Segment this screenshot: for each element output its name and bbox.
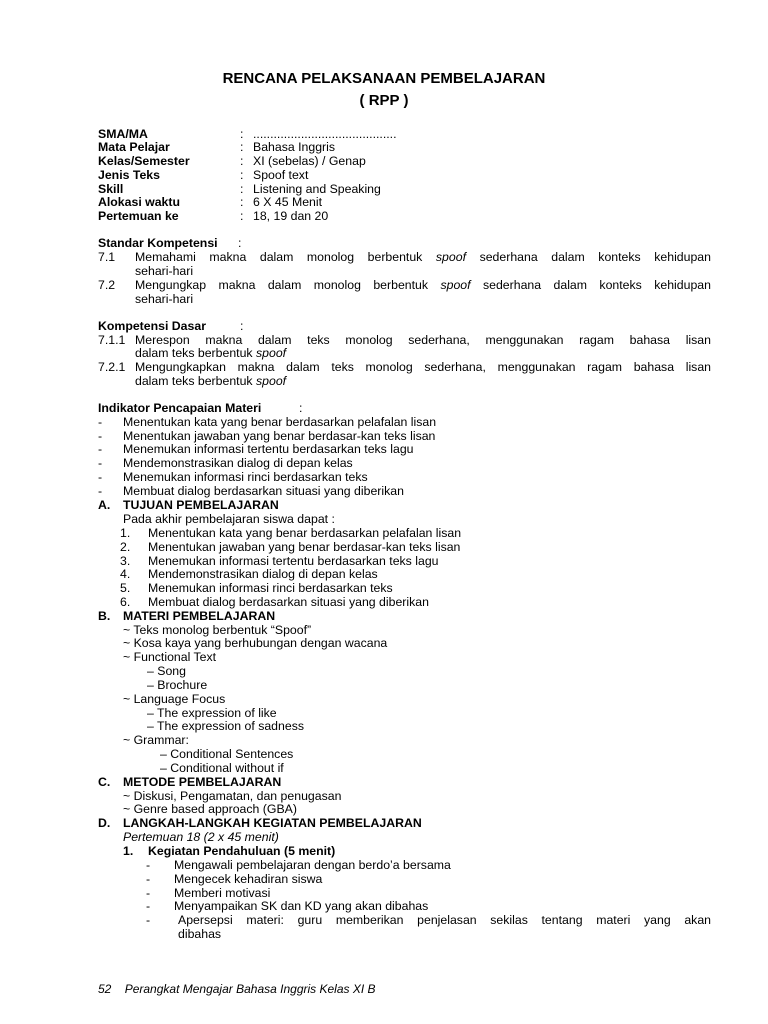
sk-item-line: Mengungkap makna dalam monolog berbentuk spoof sederhana dalam konteks kehidupan	[135, 278, 711, 292]
section-c-letter: C.	[98, 775, 111, 789]
identity-value: XI (sebelas) / Genap	[253, 154, 366, 168]
page-footer	[98, 983, 376, 997]
sk-number: 7.2	[98, 278, 116, 292]
identity-label: Skill	[98, 182, 124, 196]
identity-colon: :	[240, 168, 244, 182]
kd-number: 7.1.1	[98, 333, 126, 347]
bullet-dash: -	[98, 415, 103, 429]
section-a-letter: A.	[98, 498, 111, 512]
identity-label: Kelas/Semester	[98, 154, 190, 168]
identity-label: Jenis Teks	[98, 168, 160, 182]
kd-item-line: Mengungkapkan makna dalam teks monolog sederhana, menggunakan ragam bahasa lisan	[135, 360, 711, 374]
kegiatan-item: Memberi motivasi	[174, 886, 271, 900]
sk-number: 7.1	[98, 250, 116, 264]
kd-item-line: Merespon makna dalam teks monolog sederhana, menggunakan ragam bahasa lisan	[135, 333, 711, 347]
section-a-intro: Pada akhir pembelajaran siswa dapat :	[123, 512, 335, 526]
section-a-heading: TUJUAN PEMBELAJARAN	[123, 498, 279, 512]
indikator-heading: Indikator Pencapaian Materi	[98, 401, 262, 415]
materi-subline: – The expression of like	[147, 706, 277, 720]
materi-line: ~ Functional Text	[123, 650, 217, 664]
indikator-item: Mendemonstrasikan dialog di depan kelas	[123, 456, 353, 470]
kegiatan-item: Menyampaikan SK dan KD yang akan dibahas	[174, 899, 429, 913]
section-b-letter: B.	[98, 609, 111, 623]
materi-line: ~ Grammar:	[123, 733, 189, 747]
kd-item-line: dalam teks berbentuk spoof	[135, 374, 287, 388]
bullet-dash: -	[146, 858, 151, 872]
sk-colon: :	[238, 236, 242, 250]
identity-colon: :	[240, 209, 244, 223]
list-number: 1.	[120, 526, 131, 540]
bullet-dash: -	[98, 456, 103, 470]
bullet-dash: -	[146, 872, 151, 886]
identity-colon: :	[240, 140, 244, 154]
sk-item-line: Memahami makna dalam monolog berbentuk spoof sederhana dalam konteks kehidupan	[135, 250, 711, 264]
bullet-dash: -	[146, 913, 151, 927]
section-d-heading: LANGKAH-LANGKAH KEGIATAN PEMBELAJARAN	[123, 816, 422, 830]
materi-line: ~ Teks monolog berbentuk “Spoof”	[123, 623, 312, 637]
identity-value: ..........................................	[253, 127, 397, 141]
identity-label: Pertemuan ke	[98, 209, 179, 223]
sub-heading: Kegiatan Pendahuluan (5 menit)	[148, 844, 336, 858]
identity-label: Alokasi waktu	[98, 195, 181, 209]
tujuan-item: Membuat dialog berdasarkan situasi yang diberikan	[148, 595, 429, 609]
identity-value: Spoof text	[253, 168, 309, 182]
identity-value: 6 X 45 Menit	[253, 195, 323, 209]
document-subtitle: ( RPP )	[359, 92, 409, 109]
list-number: 6.	[120, 595, 131, 609]
bullet-dash: -	[98, 470, 103, 484]
kegiatan-item: Apersepsi materi: guru memberikan penjelasan sekilas tentang materi yang akan	[178, 913, 711, 927]
footer-text: Perangkat Mengajar Bahasa Inggris Kelas XI B	[124, 982, 376, 996]
list-number: 2.	[120, 540, 131, 554]
indikator-item: Menentukan kata yang benar berdasarkan pelafalan lisan	[123, 415, 437, 429]
materi-line: ~ Language Focus	[123, 692, 226, 706]
kd-item-line: dalam teks berbentuk spoof	[135, 346, 287, 360]
indikator-item: Membuat dialog berdasarkan situasi yang diberikan	[123, 484, 404, 498]
materi-line: ~ Kosa kaya yang berhubungan dengan wacana	[123, 636, 388, 650]
indikator-colon: :	[299, 401, 303, 415]
indikator-item: Menemukan informasi tertentu berdasarkan teks lagu	[123, 442, 414, 456]
identity-value: 18, 19 dan 20	[253, 209, 329, 223]
sk-item-line: sehari-hari	[135, 264, 194, 278]
page-number: 52	[98, 982, 112, 996]
tujuan-item: Menemukan informasi tertentu berdasarkan teks lagu	[148, 554, 439, 568]
metode-line: ~ Genre based approach (GBA)	[123, 802, 297, 816]
bullet-dash: -	[98, 484, 103, 498]
kegiatan-item: Mengawali pembelajaran dengan berdo’a bersama	[174, 858, 451, 872]
sk-heading: Standar Kompetensi	[98, 236, 218, 250]
identity-label: Mata Pelajar	[98, 140, 170, 154]
metode-line: ~ Diskusi, Pengamatan, dan penugasan	[123, 789, 342, 803]
section-d-letter: D.	[98, 816, 111, 830]
kd-number: 7.2.1	[98, 360, 126, 374]
materi-subline: – Song	[147, 664, 186, 678]
bullet-dash: -	[98, 429, 103, 443]
kegiatan-item-continued: dibahas	[178, 927, 222, 941]
kd-colon: :	[240, 319, 244, 333]
identity-colon: :	[240, 195, 244, 209]
materi-subline: – Conditional without if	[160, 761, 284, 775]
identity-value: Bahasa Inggris	[253, 140, 336, 154]
bullet-dash: -	[98, 442, 103, 456]
tujuan-item: Menentukan kata yang benar berdasarkan pelafalan lisan	[148, 526, 462, 540]
kegiatan-item: Mengecek kehadiran siswa	[174, 872, 323, 886]
tujuan-item: Menemukan informasi rinci berdasarkan teks	[148, 581, 393, 595]
list-number: 4.	[120, 567, 131, 581]
tujuan-item: Mendemonstrasikan dialog di depan kelas	[148, 567, 378, 581]
identity-colon: :	[240, 127, 244, 141]
meeting-label: Pertemuan 18 (2 x 45 menit)	[123, 830, 279, 844]
identity-colon: :	[240, 182, 244, 196]
kd-heading: Kompetensi Dasar	[98, 319, 206, 333]
section-b-heading: MATERI PEMBELAJARAN	[123, 609, 276, 623]
identity-label: SMA/MA	[98, 127, 148, 141]
bullet-dash: -	[146, 886, 151, 900]
document-title: RENCANA PELAKSANAAN PEMBELAJARAN	[222, 70, 546, 87]
sub-number: 1.	[123, 844, 134, 858]
tujuan-item: Menentukan jawaban yang benar berdasar-kan teks lisan	[148, 540, 461, 554]
identity-colon: :	[240, 154, 244, 168]
indikator-item: Menentukan jawaban yang benar berdasar-kan teks lisan	[123, 429, 436, 443]
identity-value: Listening and Speaking	[253, 182, 381, 196]
list-number: 5.	[120, 581, 131, 595]
section-c-heading: METODE PEMBELAJARAN	[123, 775, 282, 789]
list-number: 3.	[120, 554, 131, 568]
materi-subline: – Brochure	[147, 678, 208, 692]
bullet-dash: -	[146, 899, 151, 913]
indikator-item: Menemukan informasi rinci berdasarkan teks	[123, 470, 368, 484]
sk-item-line: sehari-hari	[135, 292, 194, 306]
materi-subline: – Conditional Sentences	[160, 747, 294, 761]
materi-subline: – The expression of sadness	[147, 719, 304, 733]
